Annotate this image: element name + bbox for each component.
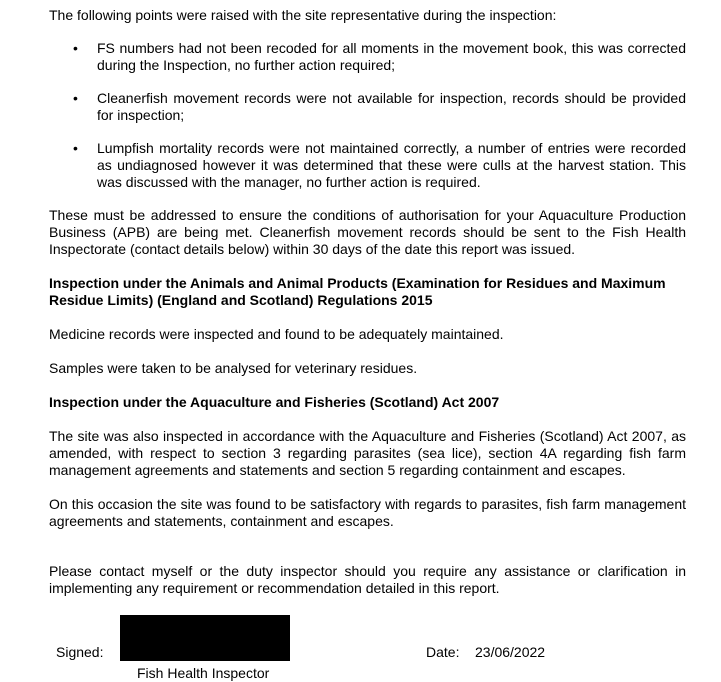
contact-paragraph: Please contact myself or the duty inspector should you require any assistance or clarification in implementing any requirement or recommendation detailed in this report. — [49, 563, 686, 596]
bullet-icon: • — [73, 40, 78, 56]
findings-list — [49, 40, 686, 191]
inspector-role: Fish Health Inspector — [137, 665, 270, 681]
finding-text: Cleanerfish movement records were not available for inspection, records should be provided for inspection; — [97, 90, 686, 123]
aquaculture-heading: Inspection under the Aquaculture and Fisheries (Scotland) Act 2007 — [49, 394, 500, 410]
intro-text: The following points were raised with the site representative during the inspection: — [49, 7, 557, 23]
satisfactory-paragraph: On this occasion the site was found to be satisfactory with regards to parasites, fish farm management agreements and statements, containment and escapes. — [49, 496, 686, 529]
signed-label: Signed: — [56, 644, 104, 660]
finding-text: Lumpfish mortality records were not maintained correctly, a number of entries were recorded as undiagnosed however it was determined that these were culls at the harvest station. This was discussed with the manager, no further action is required. — [97, 140, 686, 190]
date-value: 23/06/2022 — [475, 644, 546, 660]
samples-paragraph: Samples were taken to be analysed for veterinary residues. — [49, 360, 418, 376]
finding-item — [49, 140, 686, 191]
redacted-signature — [120, 615, 290, 661]
finding-item — [49, 90, 686, 124]
act-paragraph: The site was also inspected in accordance with the Aquaculture and Fisheries (Scotland) Act 2007, as amended, with respect to section 3 regarding parasites (sea lice), section 4A regarding fish farm management agreements and statements and section 5 regarding containment and escapes. — [49, 428, 686, 478]
residues-heading: Inspection under the Animals and Animal Products (Examination for Residues and Maximum Residue Limits) (England and Scotland) Regulations 2015 — [49, 275, 666, 308]
date-label: Date: — [426, 644, 460, 660]
bullet-icon: • — [73, 140, 78, 156]
signature-block — [0, 615, 721, 681]
finding-item — [49, 40, 686, 74]
finding-text: FS numbers had not been recoded for all moments in the movement book, this was corrected during the Inspection, no further action required; — [97, 40, 686, 73]
authorisation-paragraph: These must be addressed to ensure the conditions of authorisation for your Aquaculture Production Business (APB) are being met. Cleanerfish movement records should be sent to the Fish Health Inspectorate (contact details below) within 30 days of the date this report was issued. — [49, 207, 686, 257]
medicine-paragraph: Medicine records were inspected and found to be adequately maintained. — [49, 326, 504, 342]
bullet-icon: • — [73, 90, 78, 106]
document-body — [49, 7, 686, 614]
